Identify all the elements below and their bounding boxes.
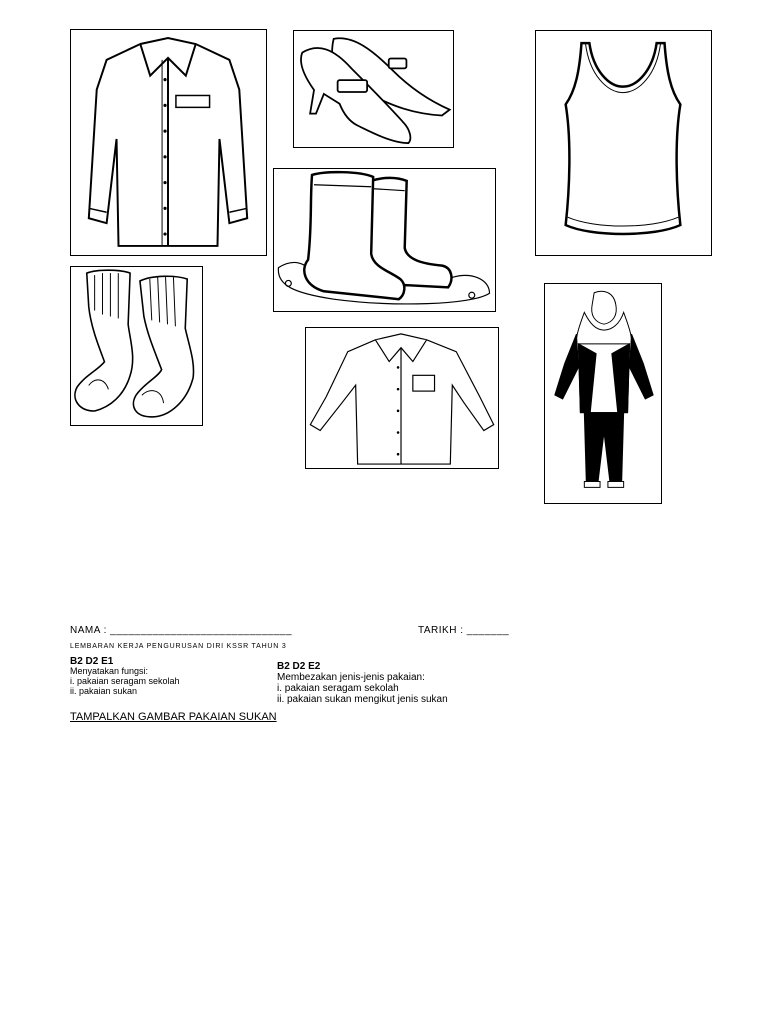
instruction-text: TAMPALKAN GAMBAR PAKAIAN SUKAN bbox=[70, 711, 277, 723]
e1-line-1: Menyatakan fungsi: bbox=[70, 666, 149, 676]
e1-line-3: ii. pakaian sukan bbox=[70, 686, 138, 696]
worksheet-subtitle: LEMBARAN KERJA PENGURUSAN DIRI KSSR TAHUN 3 bbox=[70, 643, 287, 650]
sports-attire-icon bbox=[545, 284, 661, 503]
e2-code: B2 D2 E2 bbox=[277, 661, 321, 672]
rain-boots-icon bbox=[274, 169, 495, 311]
tank-top-icon bbox=[536, 31, 711, 255]
socks-icon bbox=[71, 267, 202, 425]
e1-line-2: i. pakaian seragam sekolah bbox=[70, 676, 180, 686]
nama-field: NAMA : ______________________________ bbox=[70, 625, 293, 636]
e1-code: B2 D2 E1 bbox=[70, 656, 114, 667]
shirt-image bbox=[70, 29, 267, 256]
shoes-image bbox=[293, 30, 454, 148]
high-heel-shoes-icon bbox=[294, 31, 453, 147]
socks-image bbox=[70, 266, 203, 426]
school-shirt-image bbox=[305, 327, 499, 469]
long-sleeve-shirt-icon bbox=[71, 30, 266, 255]
tarikh-field: TARIKH : _______ bbox=[418, 625, 510, 636]
e2-line-1: Membezakan jenis-jenis pakaian: bbox=[277, 672, 425, 683]
sports-attire-image bbox=[544, 283, 662, 504]
e2-line-3: ii. pakaian sukan mengikut jenis sukan bbox=[277, 694, 448, 705]
rain-boots-image bbox=[273, 168, 496, 312]
tank-top-image bbox=[535, 30, 712, 256]
school-shirt-icon bbox=[306, 328, 498, 468]
e2-line-2: i. pakaian seragam sekolah bbox=[277, 683, 399, 694]
